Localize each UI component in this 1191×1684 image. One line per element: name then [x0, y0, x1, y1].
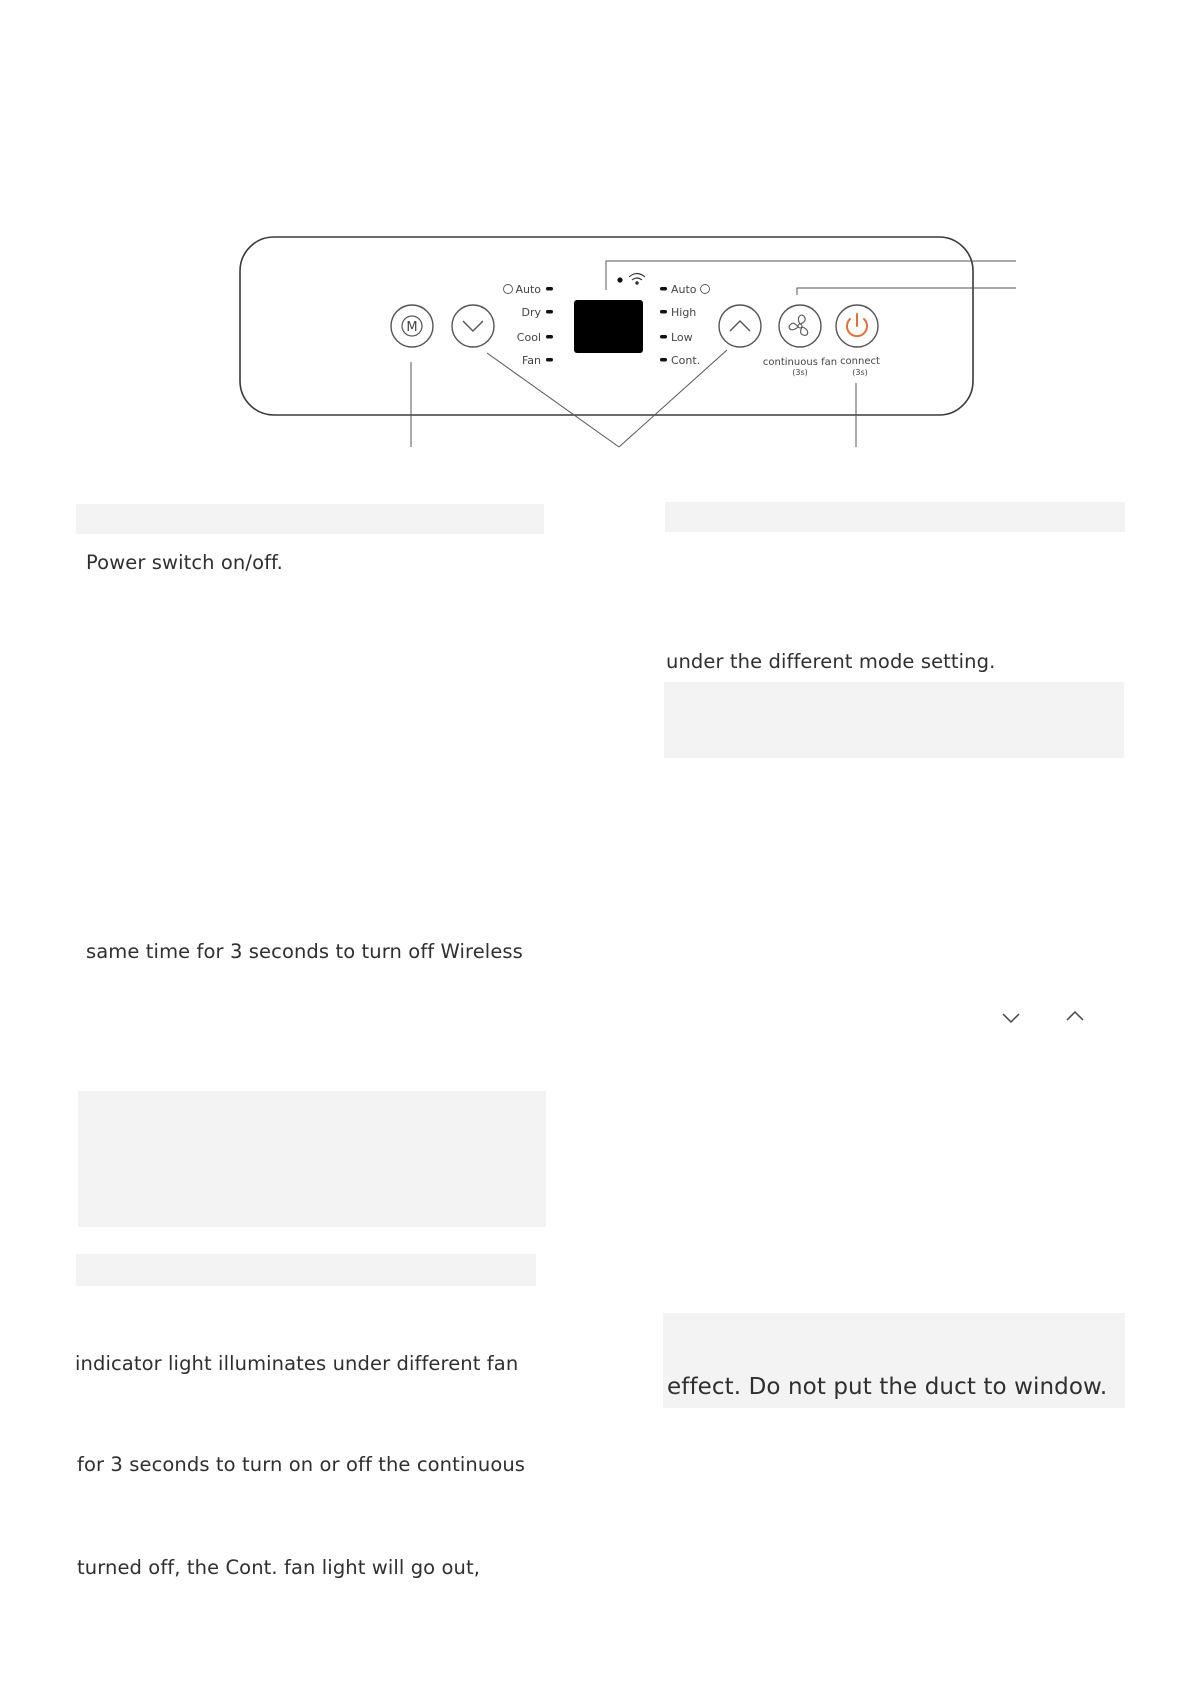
fan-heading-bar	[76, 1254, 536, 1286]
continuous-fan-button[interactable]	[779, 305, 821, 347]
fan-auto-icon	[701, 285, 710, 294]
mode-heading-bar	[665, 502, 1125, 532]
continuous-fan-hold-label: (3s)	[792, 368, 808, 377]
fan-speed-indicators	[660, 283, 710, 367]
control-panel-diagram	[0, 0, 1191, 460]
indicator-fan-label: Fan	[521, 354, 541, 367]
duct-note-text: effect. Do not put the duct to window.	[667, 1374, 1108, 1400]
indicator-dry-led	[546, 310, 553, 314]
mode-description: under the different mode setting.	[666, 650, 996, 673]
indicator-cont-led	[660, 358, 667, 362]
continuous-fan-label: continuous fan	[762, 357, 838, 368]
power-button[interactable]	[836, 305, 878, 347]
indicator-fan-auto-led	[660, 287, 667, 291]
indicator-fan-auto-label: Auto	[671, 283, 697, 296]
fan-description-line-3: turned off, the Cont. fan light will go out,	[77, 1556, 481, 1579]
led-display	[574, 300, 643, 353]
wifi-indicator	[617, 274, 645, 285]
connect-hold-label: (3s)	[852, 368, 868, 377]
down-button[interactable]	[452, 305, 494, 347]
wifi-led	[617, 277, 622, 282]
fan-description-line-1: indicator light illuminates under different fan	[75, 1352, 519, 1375]
up-button[interactable]	[719, 305, 761, 347]
indicator-auto-led	[546, 287, 553, 291]
mode-indicators	[504, 283, 554, 367]
mode-button-glyph: M	[406, 320, 418, 335]
note-box-left	[78, 1091, 546, 1227]
indicator-fan-led	[546, 358, 553, 362]
indicator-low-led	[660, 335, 667, 339]
note-box-right	[664, 682, 1124, 758]
indicator-high-label: High	[671, 306, 697, 319]
indicator-auto-label: Auto	[515, 283, 541, 296]
chevron-up-icon	[1067, 1012, 1083, 1020]
connect-label: connect	[840, 356, 880, 367]
wireless-description: same time for 3 seconds to turn off Wireless	[86, 940, 523, 963]
indicator-dry-label: Dry	[521, 306, 541, 319]
callout-lines	[411, 261, 1016, 447]
auto-mode-icon	[504, 285, 513, 294]
indicator-high-led	[660, 310, 667, 314]
power-heading-bar	[76, 504, 544, 534]
fan-description-line-2: for 3 seconds to turn on or off the continuous	[77, 1453, 526, 1476]
wifi-icon	[629, 274, 645, 285]
mode-button[interactable]	[391, 305, 433, 347]
down-up-icons	[996, 1006, 1092, 1030]
chevron-down-icon	[1003, 1014, 1019, 1022]
indicator-cool-label: Cool	[516, 331, 541, 344]
indicator-low-label: Low	[671, 331, 693, 344]
indicator-cont-label: Cont.	[671, 354, 701, 367]
indicator-cool-led	[546, 335, 553, 339]
power-description: Power switch on/off.	[86, 551, 283, 574]
